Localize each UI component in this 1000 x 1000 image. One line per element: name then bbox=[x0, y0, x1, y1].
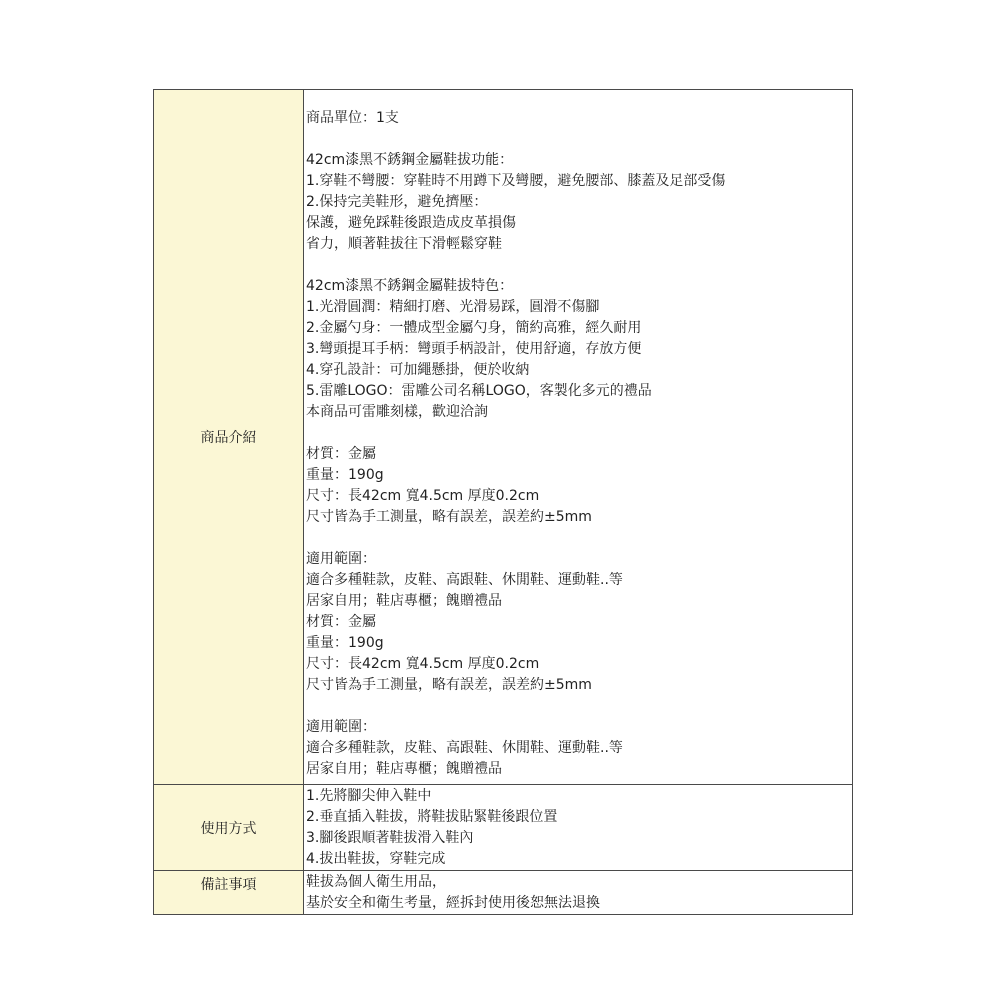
features-title: 42cm漆黑不銹鋼金屬鞋拔特色： bbox=[306, 278, 514, 294]
spec-material: 材質：金屬 bbox=[306, 614, 376, 630]
scope-title: 適用範圍： bbox=[306, 551, 376, 567]
row-remarks bbox=[154, 871, 853, 915]
label-usage: 使用方式 bbox=[154, 785, 304, 871]
functions-line: 保護，避免踩鞋後跟造成皮革損傷 bbox=[306, 215, 516, 231]
scope-line: 適合多種鞋款，皮鞋、高跟鞋、休閒鞋、運動鞋..等 bbox=[306, 572, 623, 588]
scope-line: 居家自用；鞋店專櫃；餽贈禮品 bbox=[306, 761, 502, 777]
spec-material: 材質：金屬 bbox=[306, 446, 376, 462]
remark-line: 鞋拔為個人衛生用品， bbox=[306, 874, 446, 890]
content-usage bbox=[304, 785, 853, 871]
product-spec-table bbox=[153, 89, 853, 915]
scope-line: 適合多種鞋款，皮鞋、高跟鞋、休閒鞋、運動鞋..等 bbox=[306, 740, 623, 756]
spec-weight: 重量：190g bbox=[306, 467, 384, 483]
features-line: 2.金屬勺身：一體成型金屬勺身，簡約高雅，經久耐用 bbox=[306, 320, 642, 336]
content-remarks bbox=[304, 871, 853, 915]
row-usage bbox=[154, 785, 853, 871]
functions-line: 省力，順著鞋拔往下滑輕鬆穿鞋 bbox=[306, 236, 502, 252]
functions-title: 42cm漆黑不銹鋼金屬鞋拔功能： bbox=[306, 152, 514, 168]
content-product-intro bbox=[304, 90, 853, 785]
product-unit: 商品單位：1支 bbox=[306, 110, 399, 126]
remark-line: 基於安全和衛生考量，經拆封使用後恕無法退換 bbox=[306, 895, 600, 911]
features-line: 1.光滑圓潤：精細打磨、光滑易踩，圓滑不傷腳 bbox=[306, 299, 600, 315]
usage-step: 4.拔出鞋拔，穿鞋完成 bbox=[306, 851, 446, 867]
usage-step: 2.垂直插入鞋拔，將鞋拔貼緊鞋後跟位置 bbox=[306, 809, 558, 825]
functions-line: 2.保持完美鞋形，避免擠壓： bbox=[306, 194, 488, 210]
label-remarks: 備註事項 bbox=[154, 871, 304, 915]
spec-size: 尺寸：長42cm 寬4.5cm 厚度0.2cm bbox=[306, 656, 540, 672]
spec-note: 尺寸皆為手工測量，略有誤差，誤差約±5mm bbox=[306, 509, 592, 525]
usage-step: 1.先將腳尖伸入鞋中 bbox=[306, 788, 432, 804]
usage-step: 3.腳後跟順著鞋拔滑入鞋內 bbox=[306, 830, 474, 846]
scope-line: 居家自用；鞋店專櫃；餽贈禮品 bbox=[306, 593, 502, 609]
spec-note: 尺寸皆為手工測量，略有誤差，誤差約±5mm bbox=[306, 677, 592, 693]
row-product-intro bbox=[154, 90, 853, 785]
label-product-intro: 商品介紹 bbox=[154, 90, 304, 785]
scope-title: 適用範圍： bbox=[306, 719, 376, 735]
features-line: 本商品可雷雕刻樣，歡迎洽詢 bbox=[306, 404, 488, 420]
spec-size: 尺寸：長42cm 寬4.5cm 厚度0.2cm bbox=[306, 488, 540, 504]
functions-line: 1.穿鞋不彎腰：穿鞋時不用蹲下及彎腰，避免腰部、膝蓋及足部受傷 bbox=[306, 173, 726, 189]
features-line: 3.彎頭提耳手柄：彎頭手柄設計，使用舒適，存放方便 bbox=[306, 341, 642, 357]
features-line: 5.雷雕LOGO：雷雕公司名稱LOGO，客製化多元的禮品 bbox=[306, 383, 652, 399]
spec-weight: 重量：190g bbox=[306, 635, 384, 651]
features-line: 4.穿孔設計：可加繩懸掛，便於收納 bbox=[306, 362, 530, 378]
